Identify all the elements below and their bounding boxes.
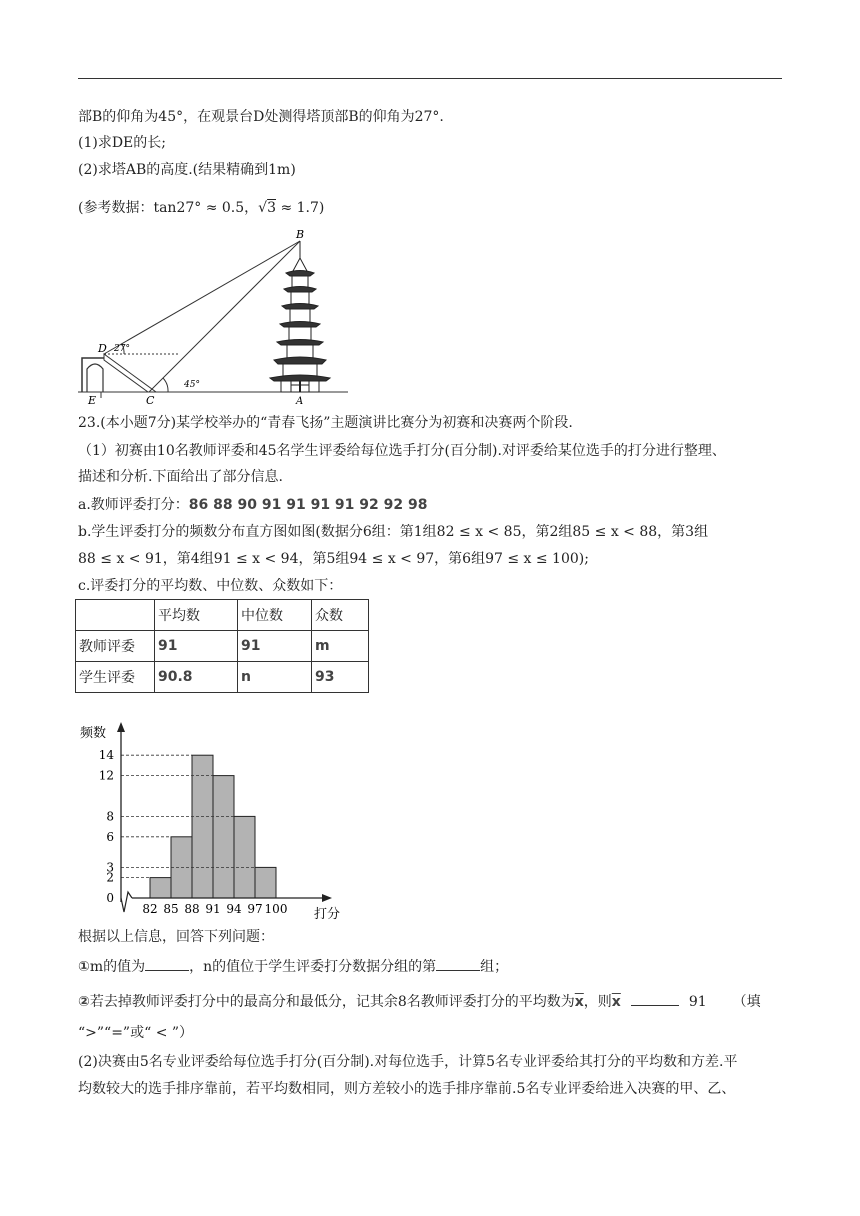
x-tick-label: 100 — [264, 902, 288, 916]
comparison-value: 91 — [688, 994, 707, 1010]
pagoda — [270, 241, 330, 392]
problem-23-part1-cont: 描述和分析.下面给出了部分信息. — [78, 469, 283, 485]
subquestion-2 — [78, 991, 761, 1011]
sqrt-radicand: 3 — [267, 200, 277, 216]
table-row — [76, 631, 369, 662]
table-row — [76, 662, 369, 693]
reference-suffix: ≈ 1.7) — [276, 200, 325, 216]
y-tick-label: 8 — [106, 809, 114, 824]
subquestion-1-text-a: m的值为 — [89, 959, 146, 975]
y-tick-label: 6 — [106, 829, 114, 844]
circle-2: ② — [78, 994, 90, 1010]
table-cell: 学生评委 — [76, 662, 155, 693]
final-round-line2: 均数较大的选手排序靠前，若平均数相同，则方差较小的选手排序靠前.5名专业评委给进入决赛的甲、乙、 — [78, 1081, 736, 1097]
reference-prefix: (参考数据：tan27° ≈ 0.5， — [78, 200, 259, 216]
x-tick-label: 85 — [163, 902, 179, 916]
x-axis-arrow — [322, 894, 332, 902]
histogram-bar — [192, 755, 213, 898]
table-header-row — [76, 600, 369, 631]
angle-arc-45 — [163, 378, 168, 392]
info-a-label: a.教师评委打分： — [78, 497, 189, 513]
table-cell: m — [312, 631, 369, 662]
info-c: c.评委打分的平均数、中位数、众数如下： — [78, 578, 343, 594]
tower-figure — [78, 226, 368, 404]
y-axis-label: 频数 — [80, 726, 107, 741]
x-tick-label: 97 — [247, 902, 263, 916]
circle-1: ① — [78, 959, 90, 975]
subquestion-1 — [78, 956, 508, 976]
angle-45-label: 45° — [184, 380, 200, 390]
x-axis-label: 打分 — [314, 907, 341, 922]
table-header-mode: 众数 — [312, 600, 369, 631]
point-b-label: B — [296, 228, 305, 241]
table-cell: n — [238, 662, 312, 693]
y-tick-label: 0 — [106, 891, 114, 905]
sqrt-symbol: √ — [258, 200, 268, 216]
table-header-mean: 平均数 — [155, 600, 238, 631]
xbar-symbol: $\overline{x}$ — [574, 994, 584, 1010]
histogram-bar — [150, 878, 171, 898]
axis-break-zigzag — [121, 892, 132, 912]
intro-line1: 部B的仰角为45°，在观景台D处测得塔顶部B的仰角为27°. — [78, 109, 444, 125]
y-tick-label: 3 — [106, 860, 114, 875]
xbar-symbol: $\overline{x}$ — [611, 994, 621, 1010]
subquestion-1-text-b: ，n的值位于学生评委打分数据分组的第 — [189, 959, 437, 975]
point-d-label: D — [98, 342, 107, 355]
table-cell — [76, 600, 155, 631]
frequency-histogram — [74, 716, 364, 922]
table-cell: 91 — [238, 631, 312, 662]
info-b-line2: 88 ≤ x < 91，第4组91 ≤ x < 94，第5组94 ≤ x < 97，第6组97 ≤ x ≤ 100); — [78, 551, 589, 567]
angle-27-label: 27° — [114, 344, 130, 354]
sightline-c-to-b — [149, 241, 300, 392]
point-c-label: C — [146, 394, 155, 404]
blank-comparison[interactable] — [631, 991, 679, 1006]
x-tick-label: 82 — [142, 902, 158, 916]
platform-arch — [87, 364, 103, 392]
x-tick-label: 94 — [226, 902, 242, 916]
teacher-scores: 86 88 90 91 91 91 91 92 92 98 — [188, 497, 428, 513]
header-rule — [78, 78, 782, 79]
question-1-find-de: (1)求DE的长; — [78, 135, 166, 151]
subquestion-2-text-a: 若去掉教师评委打分中的最高分和最低分，记其余8名教师评委打分的平均数为 — [89, 994, 575, 1010]
question-2-tower-height: (2)求塔AB的高度.(结果精确到1m) — [78, 162, 296, 178]
info-a — [78, 496, 428, 514]
observation-platform — [82, 358, 104, 392]
table-cell: 教师评委 — [76, 631, 155, 662]
questions-intro: 根据以上信息，回答下列问题： — [78, 929, 274, 945]
subquestion-1-text-c: 组； — [480, 959, 509, 975]
comparison-options: “>”“=”或“ < ”） — [78, 1025, 194, 1041]
blank-group[interactable] — [436, 956, 480, 971]
y-tick-label: 12 — [98, 768, 114, 783]
problem-23-part1: （1）初赛由10名教师评委和45名学生评委给每位选手打分(百分制).对评委给某位选手的打分进行整理、 — [78, 443, 726, 459]
y-tick-label: 2 — [106, 870, 114, 885]
x-tick-label: 91 — [205, 902, 221, 916]
platform-ramp — [104, 354, 156, 392]
point-e-label: E — [88, 394, 97, 404]
subquestion-2-text-b: ，则 — [583, 994, 612, 1010]
fill-instruction: （填 — [732, 994, 761, 1010]
y-tick-label: 14 — [98, 748, 114, 763]
y-axis-arrow — [117, 722, 125, 732]
info-b-line1: b.学生评委打分的频数分布直方图如图(数据分6组：第1组82 ≤ x < 85，第2组85 ≤ x < 88，第3组 — [78, 524, 709, 540]
table-header-median: 中位数 — [238, 600, 312, 631]
blank-m[interactable] — [145, 956, 189, 971]
table-cell: 93 — [312, 662, 369, 693]
sightline-d-to-b — [104, 241, 300, 354]
table-cell: 91 — [155, 631, 238, 662]
histogram-bar — [255, 867, 276, 898]
histogram-bar — [234, 816, 255, 898]
final-round-line1: (2)决赛由5名专业评委给每位选手打分(百分制).对每位选手，计算5名专业评委给其打分的平均数和方差.平 — [78, 1054, 738, 1070]
reference-data — [78, 199, 324, 217]
histogram-bar — [213, 776, 234, 898]
x-tick-label: 88 — [184, 902, 200, 916]
point-a-label: A — [296, 396, 304, 404]
table-cell: 90.8 — [155, 662, 238, 693]
problem-23-title: 23.(本小题7分)某学校举办的“青春飞扬”主题演讲比赛分为初赛和决赛两个阶段. — [78, 415, 573, 431]
stats-table — [75, 599, 369, 693]
